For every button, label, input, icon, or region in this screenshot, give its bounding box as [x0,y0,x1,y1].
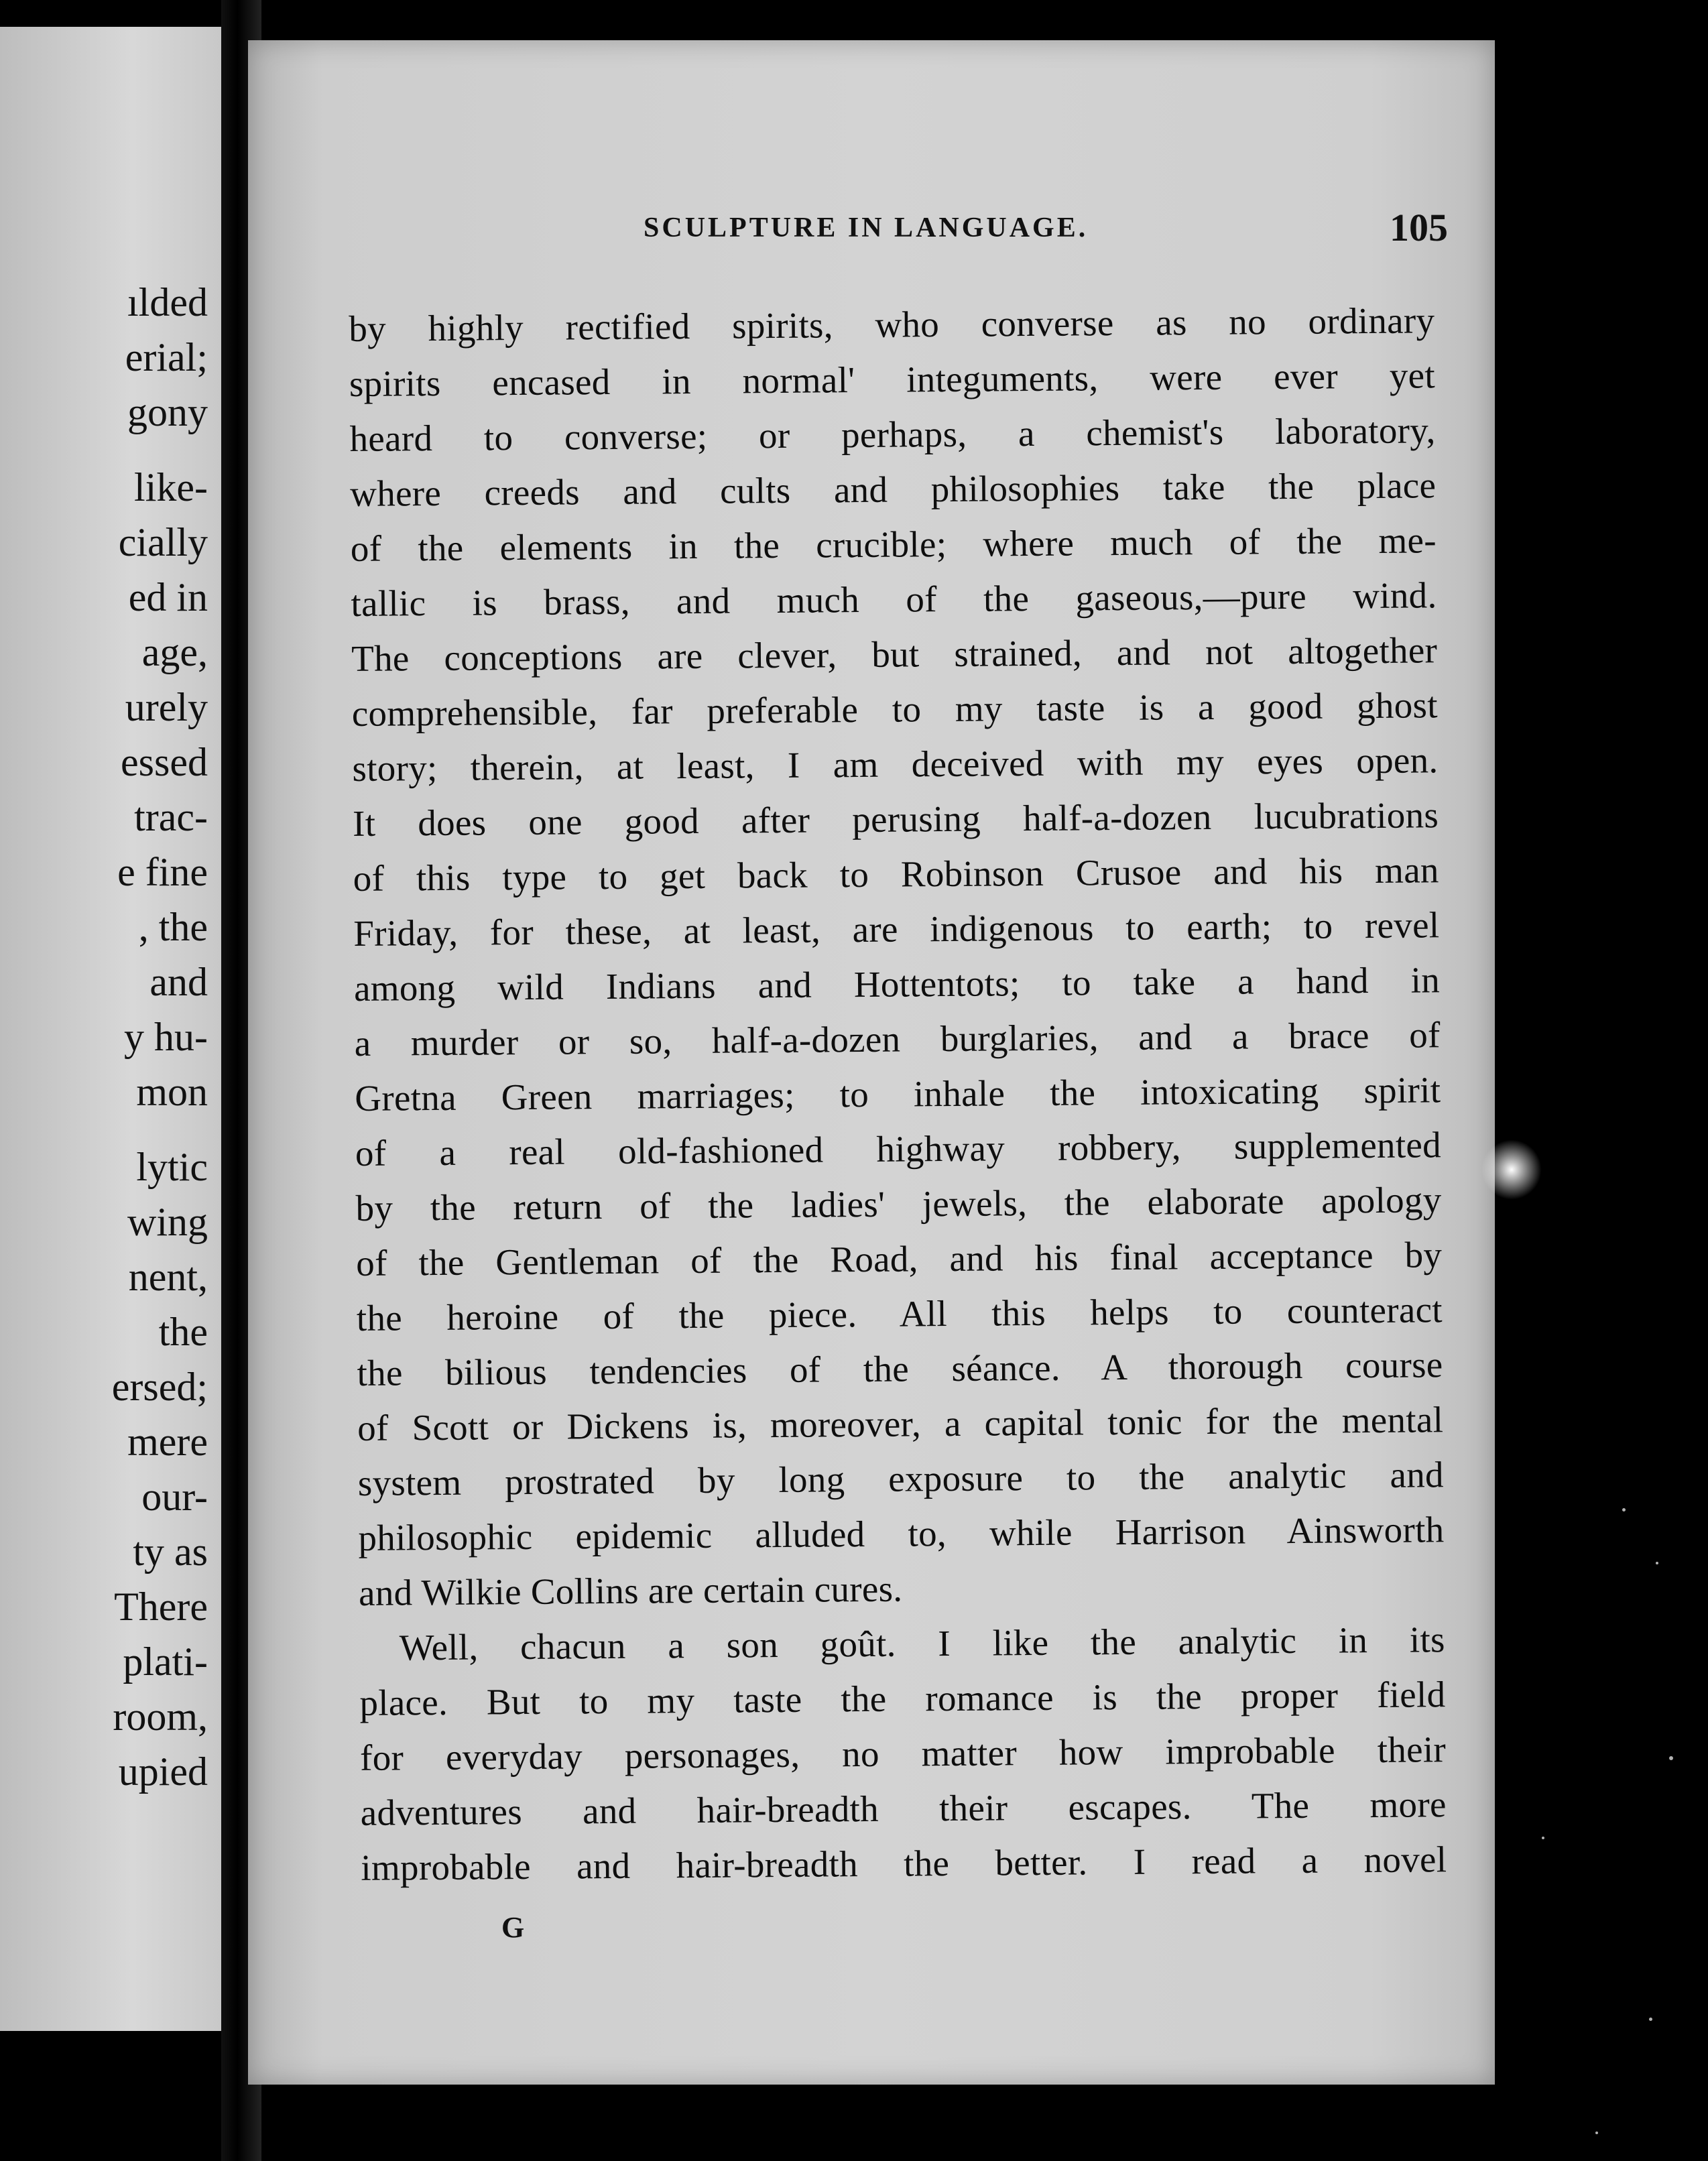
facing-line: ty as [133,1530,208,1574]
scan-speck [1649,2018,1652,2021]
facing-page-fragment [0,27,221,2031]
facing-line: e fine [117,850,208,894]
facing-line: y hu- [124,1015,208,1059]
scan-speck [1669,1756,1673,1760]
facing-line: room, [113,1694,208,1739]
facing-line: ersed; [111,1365,208,1409]
text-line: adventures and hair-breadth their escapes. The more [360,1784,1447,1833]
facing-line: erial; [125,335,208,379]
text-line: of a real old-fashioned highway robbery, supplemented [355,1124,1442,1174]
facing-line: plati- [123,1640,208,1684]
signature-mark: G [501,1911,525,1944]
text-line: comprehensible, far preferable to my taste is a good ghost [351,684,1439,734]
facing-line: , the [138,905,208,949]
text-line: system prostrated by long exposure to the analytic and [357,1454,1445,1503]
body-text [349,293,1447,1896]
page-number: 105 [1390,206,1448,249]
scan-speck [1542,1837,1544,1839]
facing-line: There [114,1585,208,1629]
facing-line: nent, [128,1255,208,1299]
text-line: improbable and hair-breadth the better. I read a novel [361,1839,1447,1888]
facing-line: ılded [127,280,208,324]
facing-line: wing [127,1200,208,1244]
book-page [248,40,1495,2085]
facing-line: cially [118,520,208,564]
text-line: for everyday personages, no matter how improbable their [359,1729,1447,1778]
text-line: and Wilkie Collins are certain cures. [358,1568,903,1613]
facing-line: urely [125,685,208,729]
facing-line: upied [118,1749,208,1794]
running-head [248,201,1495,255]
text-line: by highly rectified spirits, who converse as no ordinary [349,300,1435,349]
text-line: heard to converse; or perhaps, a chemist's laboratory, [349,410,1436,459]
text-line: a murder or so, half-a-dozen burglaries, and a brace of [354,1014,1441,1064]
text-line: Friday, for these, at least, are indigenous to earth; to revel [353,904,1440,954]
text-line: of this type to get back to Robinson Crusoe and his man [353,849,1439,899]
text-line: of Scott or Dickens is, moreover, a capital tonic for the mental [357,1399,1444,1448]
facing-line: like- [134,465,208,509]
facing-line: gony [127,390,208,434]
running-title: SCULPTURE IN LANGUAGE. [644,212,1089,243]
facing-line: ed in [128,575,208,619]
facing-line: age, [141,630,208,674]
text-line: story; therein, at least, I am deceived with my eyes open. [352,739,1439,789]
facing-line: our- [141,1475,208,1519]
text-line: spirits encased in normal' integuments, were ever yet [349,355,1436,404]
facing-line: the [158,1310,208,1354]
text-line: the heroine of the piece. All this helps to counteract [356,1289,1443,1339]
text-line: of the Gentleman of the Road, and his final acceptance by [356,1234,1443,1284]
facing-line: mere [127,1420,208,1464]
facing-line: mon [136,1070,208,1114]
text-line: where creeds and cults and philosophies take the place [350,465,1437,514]
text-line: Gretna Green marriages; to inhale the intoxicating spirit [355,1069,1441,1119]
text-line: philosophic epidemic alluded to, while Harrison Ainsworth [358,1509,1445,1558]
facing-page-text [0,275,208,1799]
scan-glare [1481,1139,1542,1200]
text-line: of the elements in the crucible; where much of the me- [350,519,1437,569]
text-line: place. But to my taste the romance is the proper field [359,1674,1446,1723]
text-line: the bilious tendencies of the séance. A thorough course [357,1344,1443,1394]
text-line: It does one good after perusing half-a-dozen lucubrations [352,794,1439,844]
scan-speck [1656,1562,1658,1564]
scan-speck [1595,2132,1598,2134]
text-line: tallic is brass, and much of the gaseous,—pure wind. [351,574,1437,624]
text-line: Well, chacun a son goût. I like the analytic in its [399,1619,1445,1668]
facing-line: essed [121,740,208,784]
facing-line: lytic [136,1145,208,1189]
facing-line: trac- [134,795,208,839]
scan-speck [1622,1508,1626,1511]
text-line: among wild Indians and Hottentots; to take a hand in [353,959,1441,1009]
text-line: The conceptions are clever, but strained, and not altogether [351,629,1438,679]
text-line: by the return of the ladies' jewels, the elaborate apology [355,1179,1442,1229]
facing-line: and [149,960,208,1004]
